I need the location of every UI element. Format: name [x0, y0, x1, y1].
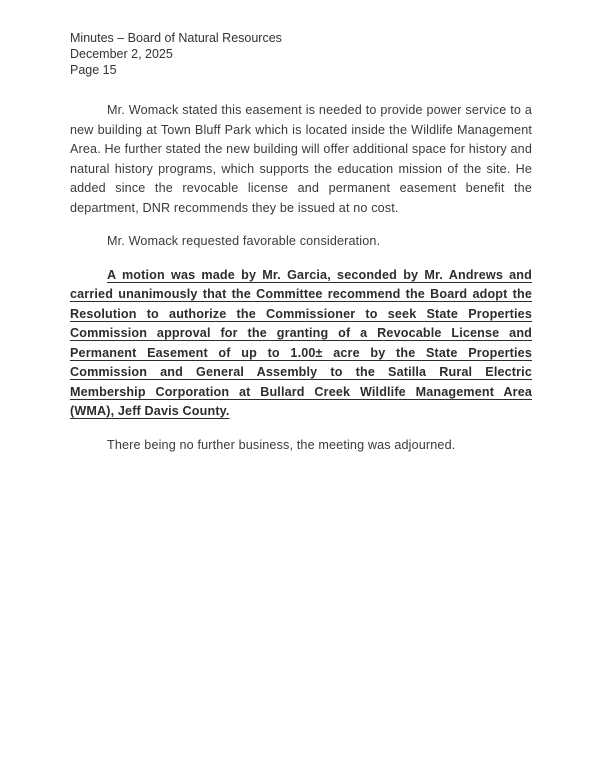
header-page-line: Page 15	[70, 63, 117, 77]
paragraph-easement: Mr. Womack stated this easement is needed to provide power service to a new building at Town Bluff Park which is located inside the Wildlife Management Area. He further stated the new building will offer additional space for history and natural history programs, which supports the education mission of the site. He added since the revocable license and permanent easement benefit the department, DNR recommends they be issued at no cost.	[70, 103, 532, 215]
paragraph-consideration: Mr. Womack requested favorable consideration.	[107, 234, 381, 248]
minutes-header	[70, 30, 532, 78]
closing-paragraph: There being no further business, the meeting was adjourned.	[107, 437, 456, 452]
motion-paragraph: A motion was made by Mr. Garcia, seconded by Mr. Andrews and carried unanimously that the Committee recommend the Board adopt the Resolution to authorize the Commissioner to seek State Properties Commission approval for the granting of a Revocable License and Permanent Easement of up to 1.00± acre by the State Properties Commission and General Assembly to the Satilla Rural Electric Membership Corporation at Bullard Creek Wildlife Management Area (WMA), Jeff Davis County.	[70, 267, 532, 418]
header-date-line: December 2, 2025	[70, 47, 173, 61]
header-title-line: Minutes – Board of Natural Resources	[70, 31, 282, 45]
